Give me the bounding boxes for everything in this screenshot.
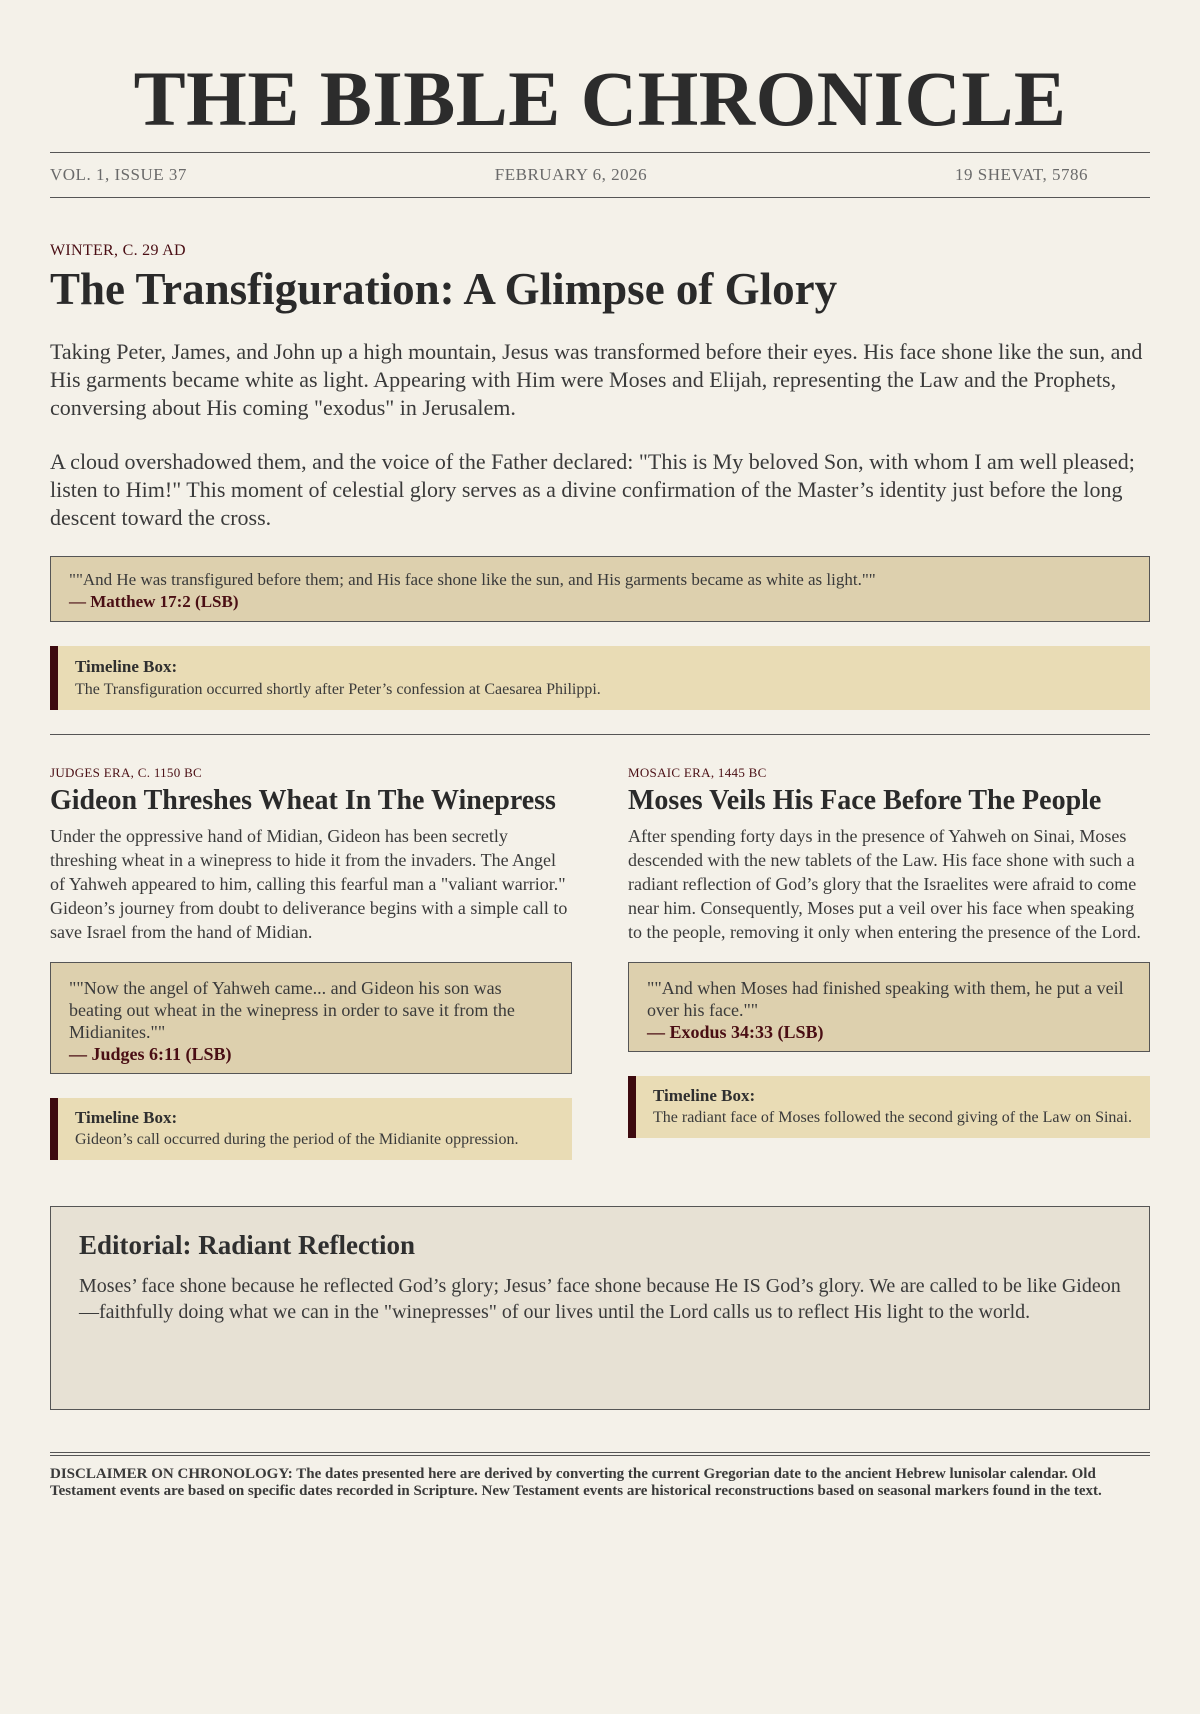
left-article [50, 765, 572, 1160]
issue-volume: VOL. 1, ISSUE 37 [50, 165, 187, 184]
right-scripture-quote [628, 962, 1150, 1052]
issue-hebrew-date: 19 SHEVAT, 5786 [955, 165, 1088, 184]
left-timeline-label: Timeline Box: [75, 1108, 178, 1127]
right-timeline-label: Timeline Box: [653, 1086, 756, 1105]
editorial-box [50, 1206, 1150, 1410]
right-kicker: MOSAIC ERA, 1445 BC [628, 765, 767, 780]
right-timeline-box [628, 1076, 1150, 1138]
chronology-disclaimer: DISCLAIMER ON CHRONOLOGY: The dates presented here are derived by converting the current Gregorian date to the ancient Hebrew lunisolar calendar. Old Testament events are based on specific dates recorded in Scripture. New Testament events are historical reconstructions based on seasonal markers found in the text. [50, 1452, 1150, 1500]
left-headline: Gideon Threshes Wheat In The Winepress [50, 785, 556, 816]
article-columns [50, 765, 1150, 1160]
lead-quote-reference: — Matthew 17:2 (LSB) [69, 592, 239, 611]
left-quote-text: ""Now the angel of Yahweh came... and Gideon his son was beating out wheat in the winepress in order to save it from the Midianites."" [69, 978, 515, 1042]
masthead-title: THE BIBLE CHRONICLE [133, 55, 1067, 142]
lead-timeline-box [50, 646, 1150, 710]
left-timeline-box [50, 1098, 572, 1160]
right-timeline-text: The radiant face of Moses followed the second giving of the Law on Sinai. [653, 1109, 1132, 1126]
right-article [628, 765, 1150, 1160]
newspaper-page [50, 0, 1150, 1500]
lead-article [50, 242, 1150, 710]
issue-bar [50, 152, 1150, 198]
left-quote-reference: — Judges 6:11 (LSB) [69, 1044, 232, 1064]
left-body: Under the oppressive hand of Midian, Gideon has been secretly threshing wheat in a winepress to hide it from the invaders. The Angel of Yahweh appeared to him, calling this fearful man a "valiant warrior." Gideon’s journey from doubt to deliverance begins with a simple call to save Israel from the hand of Midian. [50, 826, 568, 942]
left-scripture-quote [50, 962, 572, 1074]
editorial-title: Editorial: Radiant Reflection [79, 1230, 415, 1260]
right-quote-text: ""And when Moses had finished speaking with them, he put a veil over his face."" [647, 978, 1124, 1020]
lead-paragraph-1: Taking Peter, James, and John up a high mountain, Jesus was transformed before their eyes. His face shone like the sun, and His garments became white as light. Appearing with Him were Moses and Elijah, representing the Law and the Prophets, conversing about His coming "exodus" in Jerusalem. [50, 339, 1143, 420]
lead-timeline-text: The Transfiguration occurred shortly after Peter’s confession at Caesarea Philippi. [75, 681, 601, 698]
lead-scripture-quote [50, 556, 1150, 622]
lead-kicker: WINTER, C. 29 AD [50, 242, 186, 259]
issue-date: FEBRUARY 6, 2026 [494, 165, 648, 184]
right-body: After spending forty days in the presence of Yahweh on Sinai, Moses descended with the new tablets of the Law. His face shone with such a radiant reflection of God’s glory that the Israelites were afraid to come near him. Consequently, Moses put a veil over his face when speaking to the people, removing it only when entering the presence of the Lord. [628, 826, 1141, 942]
lead-headline: The Transfiguration: A Glimpse of Glory [50, 264, 838, 314]
editorial-body: Moses’ face shone because he reflected God’s glory; Jesus’ face shone because He IS God’s glory. We are called to be like Gideon—faithfully doing what we can in the "winepresses" of our lives until the Lord calls us to reflect His light to the world. [79, 1275, 1121, 1323]
right-quote-reference: — Exodus 34:33 (LSB) [647, 1022, 824, 1042]
right-headline: Moses Veils His Face Before The People [628, 785, 1102, 816]
left-kicker: JUDGES ERA, C. 1150 BC [50, 765, 203, 780]
left-timeline-text: Gideon’s call occurred during the period of the Midianite oppression. [75, 1131, 519, 1148]
lead-timeline-label: Timeline Box: [75, 657, 178, 676]
section-divider [50, 734, 1150, 735]
lead-paragraph-2: A cloud overshadowed them, and the voice of the Father declared: "This is My beloved Son, with whom I am well pleased; listen to Him!" This moment of celestial glory serves as a divine confirmation of the Master’s identity just before the long descent toward the cross. [50, 449, 1135, 530]
lead-quote-text: ""And He was transfigured before them; and His face shone like the sun, and His garments became as white as light."" [69, 570, 876, 589]
